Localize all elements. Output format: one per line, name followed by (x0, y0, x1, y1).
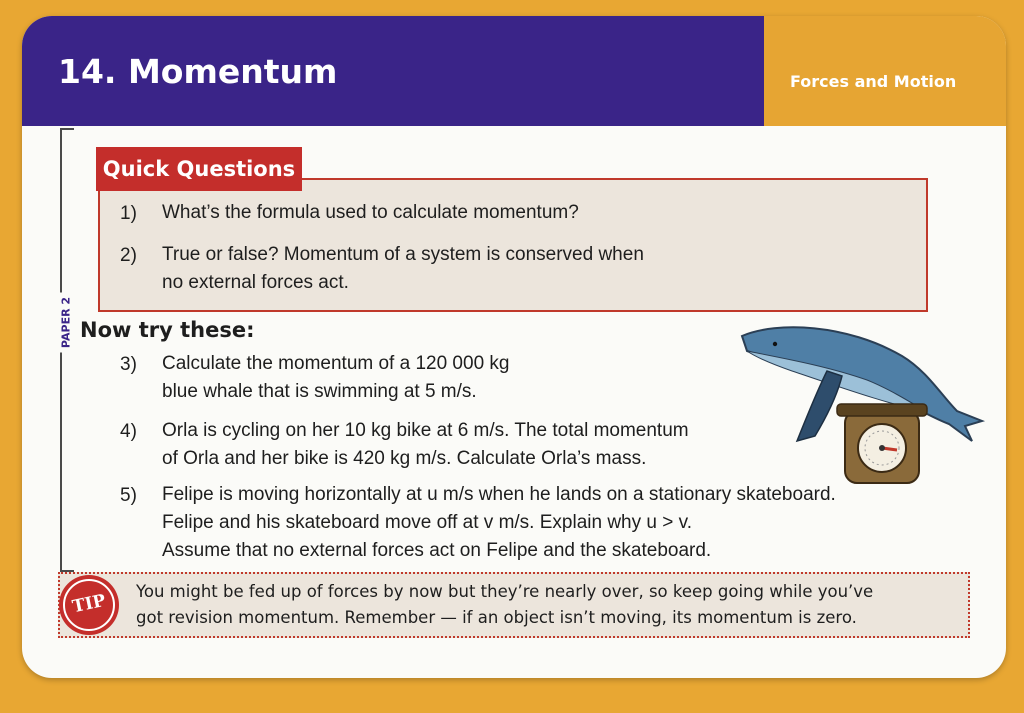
topic-label: Forces and Motion (790, 72, 957, 91)
question-5-line-3: Assume that no external forces act on Felipe and the skateboard. (162, 540, 712, 561)
question-4-line-2: of Orla and her bike is 420 kg m/s. Calculate Orla’s mass. (162, 448, 647, 469)
whale-on-scale-illustration (737, 316, 987, 486)
question-4-line-1: Orla is cycling on her 10 kg bike at 6 m/s. The total momentum (162, 420, 689, 441)
question-5-line-1: Felipe is moving horizontally at u m/s when he lands on a stationary skateboard. (162, 484, 836, 505)
topic-tab (764, 16, 1006, 126)
tip-line-1: You might be fed up of forces by now but they’re nearly over, so keep going while you’ve (136, 582, 874, 601)
question-3-number: 3) (120, 354, 137, 375)
tip-text (136, 579, 873, 631)
question-1-line-1: What’s the formula used to calculate momentum? (162, 202, 579, 223)
question-5-line-2: Felipe and his skateboard move off at v m/s. Explain why u > v. (162, 512, 692, 533)
tip-line-2: got revision momentum. Remember — if an object isn’t moving, its momentum is zero. (136, 608, 857, 627)
question-2-number: 2) (120, 245, 137, 266)
question-4-number: 4) (120, 421, 137, 442)
question-2-line-2: no external forces act. (162, 272, 349, 293)
card-title: 14. Momentum (58, 52, 338, 91)
paper-label: PAPER 2 (60, 293, 73, 353)
quick-questions-label: Quick Questions (96, 147, 302, 191)
tip-badge-label: TIP (70, 590, 108, 618)
question-3-line-1: Calculate the momentum of a 120 000 kg (162, 353, 510, 374)
revision-card (22, 16, 1006, 678)
question-1-number: 1) (120, 203, 137, 224)
question-3-line-2: blue whale that is swimming at 5 m/s. (162, 381, 477, 402)
now-try-heading: Now try these: (80, 318, 255, 342)
question-2-line-1: True or false? Momentum of a system is conserved when (162, 244, 644, 265)
question-5-number: 5) (120, 485, 137, 506)
